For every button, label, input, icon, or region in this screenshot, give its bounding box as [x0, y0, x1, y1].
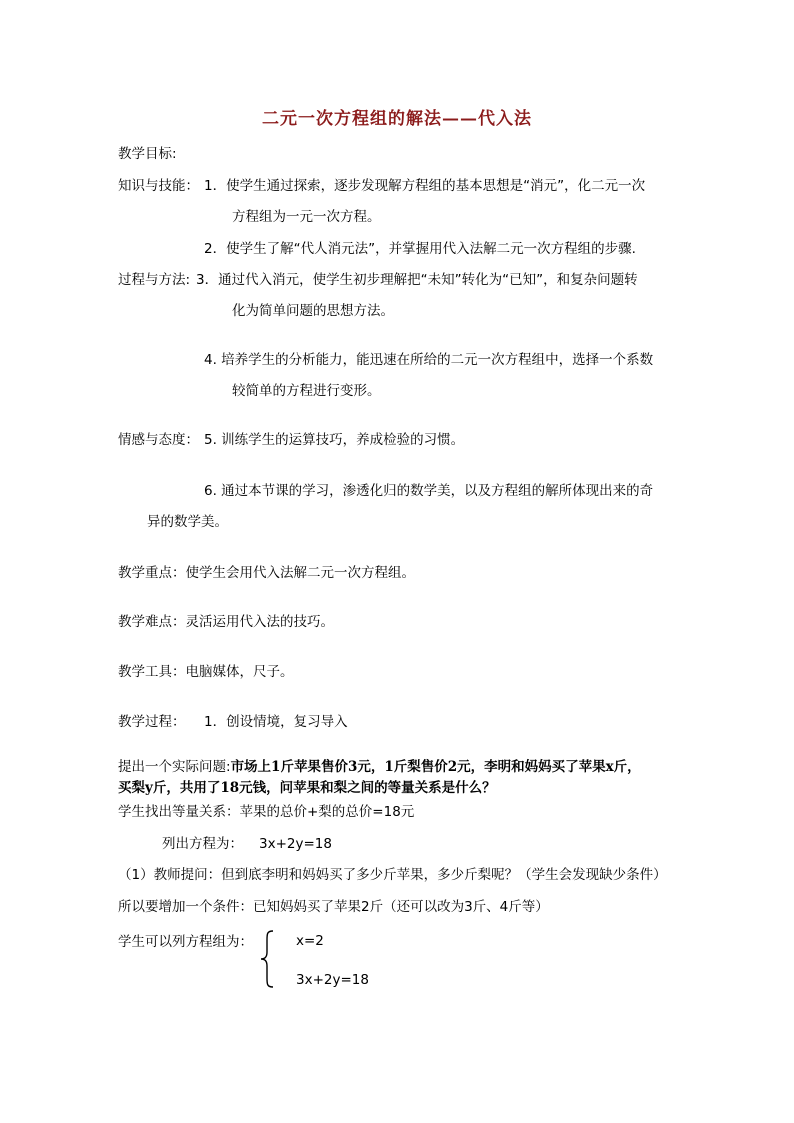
system-eq2: 3x+2y=18	[296, 972, 369, 988]
goals-label: 教学目标:	[118, 146, 177, 162]
condition: 所以要增加一个条件：已知妈妈买了苹果2斤（还可以改为3斤、4斤等）	[118, 899, 549, 915]
emotion-item6-line2: 异的数学美。	[147, 514, 228, 530]
process-header-label: 教学过程：	[118, 714, 186, 730]
question1: （1）教师提问：但到底李明和妈妈买了多少斤苹果，多少斤梨呢？（学生会发现缺少条件）	[118, 867, 667, 883]
emotion-label: 情感与态度：	[118, 432, 199, 448]
process-item4-line2: 较简单的方程进行变形。	[232, 383, 381, 399]
problem-line1-rest: 市场上1斤苹果售价3元，1斤梨售价2元，李明和妈妈买了苹果x斤，	[230, 759, 641, 775]
relation-text: 学生找出等量关系：苹果的总价+梨的总价=18元	[118, 804, 415, 820]
left-brace-icon	[260, 930, 276, 988]
process-header-step1: 1．创设情境，复习导入	[204, 714, 348, 730]
problem-line1	[118, 757, 641, 777]
system-eq1: x=2	[296, 933, 324, 949]
page-title: 二元一次方程组的解法——代入法	[262, 109, 532, 129]
emotion-item5: 5. 训练学生的运算技巧，养成检验的习惯。	[204, 432, 465, 448]
problem-lead: 提出一个实际问题:	[118, 759, 231, 775]
process-item3-line2: 化为简单问题的思想方法。	[232, 303, 394, 319]
process-item4-line1: 4. 培养学生的分析能力，能迅速在所给的二元一次方程组中，选择一个系数	[204, 352, 654, 368]
process-item3-line1: 3．通过代入消元，使学生初步理解把“未知”转化为“已知”，和复杂问题转	[196, 272, 638, 288]
process-label: 过程与方法:	[118, 272, 191, 288]
problem-line2: 买梨y斤，共用了18元钱，问苹果和梨之间的等量关系是什么？	[118, 780, 496, 796]
key-point: 教学重点：使学生会用代入法解二元一次方程组。	[118, 565, 415, 581]
system-label: 学生可以列方程组为：	[118, 934, 253, 950]
tools: 教学工具：电脑媒体，尺子。	[118, 664, 294, 680]
emotion-item6-line1: 6. 通过本节课的学习，渗透化归的数学美，以及方程组的解所体现出来的奇	[204, 483, 654, 499]
knowledge-item1-line2: 方程组为一元一次方程。	[232, 209, 381, 225]
knowledge-item2: 2．使学生了解“代人消元法”，并掌握用代入法解二元一次方程组的步骤.	[204, 241, 636, 257]
equation-expr: 3x+2y=18	[259, 836, 332, 852]
equation-label: 列出方程为：	[162, 836, 243, 852]
knowledge-item1-line1: 1．使学生通过探索，逐步发现解方程组的基本思想是“消元”，化二元一次	[204, 178, 646, 194]
difficulty: 教学难点：灵活运用代入法的技巧。	[118, 614, 334, 630]
knowledge-label: 知识与技能：	[118, 178, 199, 194]
